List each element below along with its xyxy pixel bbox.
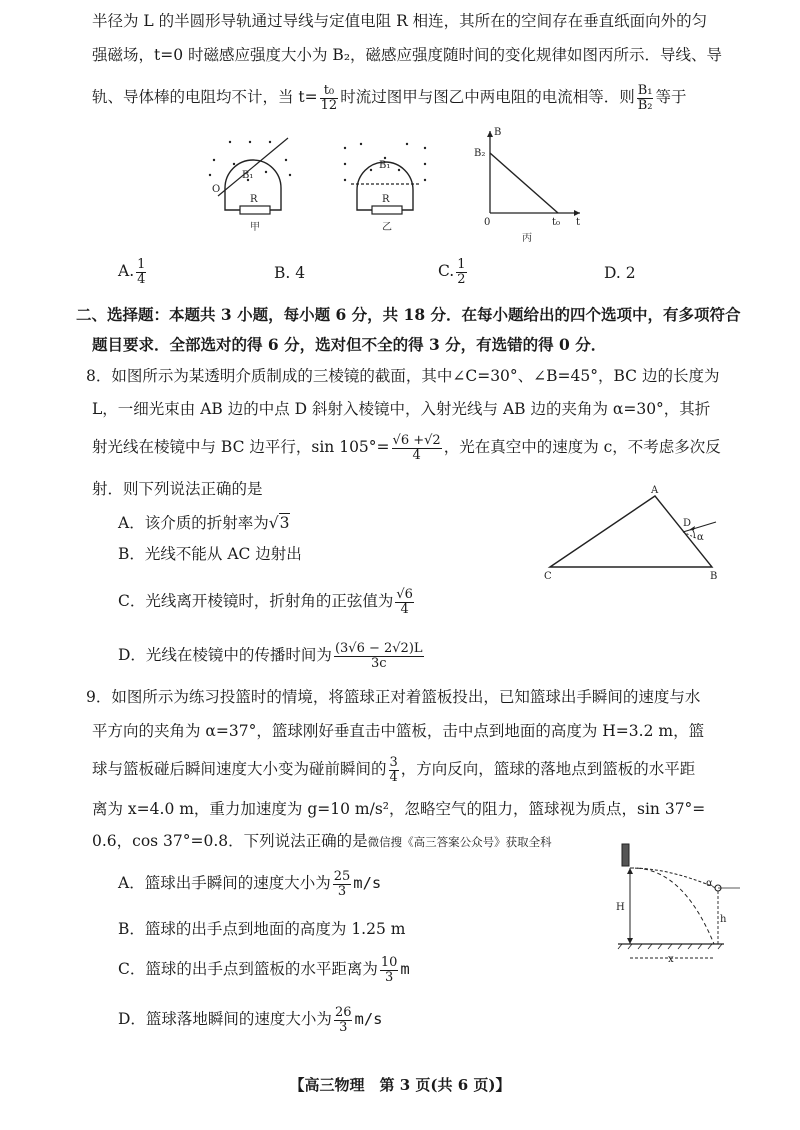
label-b-axis: B <box>494 127 502 138</box>
sin105-den: 4 <box>412 447 421 463</box>
q7c-num: 1 <box>457 257 466 272</box>
q9-option-d-text: D．篮球落地瞬间的速度大小为 <box>118 1010 332 1029</box>
q8-line-3b: ，光在真空中的速度为 c，不考虑多次反 <box>443 438 721 457</box>
t0-fraction <box>320 84 339 112</box>
q9-option-a-unit: m/s <box>353 874 382 893</box>
q9-line-3a: 球与篮板碰后瞬间速度大小变为碰前瞬间的 <box>92 760 387 779</box>
label-b1-jia: B₁ <box>242 170 254 181</box>
q8c-num: √6 <box>396 587 413 602</box>
t0-den: 12 <box>320 97 338 113</box>
q8d-den: 3c <box>370 655 387 671</box>
q9d-den: 3 <box>339 1019 348 1035</box>
q7-option-a[interactable] <box>118 258 148 286</box>
q9a-num: 25 <box>333 869 351 884</box>
page-footer: 【高三物理 第 3 页(共 6 页)】 <box>289 1076 511 1094</box>
q7-option-a-letter: A. <box>118 262 135 281</box>
q9-line-5 <box>92 830 552 853</box>
q7-option-d-letter: D. <box>604 264 621 282</box>
q9-line-4: 离为 x=4.0 m，重力加速度为 g=10 m/s²，忽略空气的阻力，篮球视为质点，sin 37°= <box>92 800 706 818</box>
q7-option-c[interactable] <box>438 258 469 286</box>
q9-option-d-fraction <box>334 1006 353 1034</box>
label-b: B <box>710 571 718 582</box>
resistor-jia <box>240 206 270 214</box>
q9-option-b[interactable]: B．篮球的出手点到地面的高度为 1.25 m <box>118 920 406 938</box>
label-c: C <box>544 571 552 582</box>
label-r-jia: R <box>250 194 258 205</box>
ground-hatching <box>618 944 722 949</box>
section2-line-1: 二、选择题：本题共 3 小题，每小题 6 分，共 18 分．在每小题给出的四个选项中，有多项符合 <box>76 305 741 324</box>
intro-line-3 <box>92 84 687 112</box>
q7-option-b[interactable] <box>274 262 305 284</box>
caption-bing: 丙 <box>522 233 532 244</box>
q8-line-2: L，一细光束由 AB 边的中点 D 斜射入棱镜中，入射光线与 AB 边的夹角为 α=30°，其折 <box>92 400 711 418</box>
q9-option-d[interactable] <box>118 1006 382 1034</box>
q9-option-c-text: C．篮球的出手点到篮板的水平距离为 <box>118 960 378 979</box>
q8d-num: (3√6 − 2√2)L <box>334 641 423 656</box>
q9-option-c-unit: m <box>400 960 410 979</box>
q9-option-c-fraction <box>380 956 399 984</box>
label-t-axis: t <box>576 217 581 228</box>
label-o-jia: O <box>212 184 221 195</box>
watermark-text: 微信搜《高三答案公众号》获取全科 <box>367 835 552 849</box>
backboard <box>622 844 629 866</box>
q9-option-a-text: A．篮球出手瞬间的速度大小为 <box>118 874 331 893</box>
q8-option-a[interactable]: A．该介质的折射率为√3 <box>118 514 290 532</box>
label-h-big: H <box>616 902 625 913</box>
conductor-rod-jia <box>218 138 288 196</box>
b1-num: B₁ <box>637 83 653 98</box>
label-h-small: h <box>720 914 727 925</box>
q8-option-d-fraction <box>334 642 424 670</box>
q7-option-b-letter: B. <box>274 264 291 282</box>
resistor-yi <box>372 206 402 214</box>
figure-jia <box>200 130 310 245</box>
prism-triangle <box>550 496 712 567</box>
q8-option-b[interactable]: B．光线不能从 AC 边射出 <box>118 545 302 563</box>
q8-option-a-root: 3 <box>279 514 290 532</box>
t0-num: t₀ <box>320 84 339 99</box>
figure-bing-graph <box>470 125 590 245</box>
q9-option-a-fraction <box>333 870 352 898</box>
q9-line-2: 平方向的夹角为 α=37°，篮球刚好垂直击中篮板，击中点到地面的高度为 H=3.2 m，篮 <box>92 722 705 740</box>
label-d: D <box>683 518 692 529</box>
section2-line-2: 题目要求．全部选对的得 6 分，选对但不全的得 3 分，有选错的得 0 分． <box>92 335 607 354</box>
intro-line-3a: 轨、导体棒的电阻均不计，当 t= <box>92 88 318 107</box>
q9-option-a[interactable] <box>118 870 381 898</box>
q7-option-b-value: 4 <box>295 264 306 282</box>
q8-line-3 <box>92 434 721 462</box>
figure-basketball <box>612 838 742 968</box>
q9-option-d-unit: m/s <box>354 1010 383 1029</box>
q7-option-a-fraction <box>136 258 146 286</box>
label-r-yi: R <box>382 194 390 205</box>
q7c-den: 2 <box>457 271 466 287</box>
q9-line-3 <box>92 756 695 784</box>
figure-yi <box>335 130 445 245</box>
sin105-fraction <box>392 434 442 462</box>
shot-path <box>630 868 716 888</box>
q9-ratio-fraction <box>389 756 399 784</box>
q8-line-3a: 射光线在棱镜中与 BC 边平行，sin 105°= <box>92 438 390 457</box>
q9-option-c[interactable] <box>118 956 410 984</box>
q9-ratio-den: 4 <box>389 769 398 785</box>
q8-option-c[interactable] <box>118 588 416 616</box>
label-origin: 0 <box>484 217 491 228</box>
q8-line-4: 射．则下列说法正确的是 <box>92 480 263 498</box>
b2-den: B₂ <box>637 97 653 113</box>
q9c-den: 3 <box>385 969 394 985</box>
label-a: A <box>651 485 659 496</box>
q8-option-d[interactable] <box>118 642 426 670</box>
label-b1-yi: B₁ <box>379 160 391 171</box>
b-ratio-fraction <box>637 84 654 112</box>
label-b2: B₂ <box>474 148 486 159</box>
q7-option-d-value: 2 <box>625 264 636 282</box>
q8-option-c-fraction <box>395 588 414 616</box>
q7-option-c-fraction <box>456 258 466 286</box>
q9a-den: 3 <box>337 883 347 899</box>
rebound-path <box>630 868 714 944</box>
intro-line-2: 强磁场，t=0 时磁感应强度大小为 B₂，磁感应强度随时间的变化规律如图丙所示．导线、导 <box>92 46 723 64</box>
q7a-den: 4 <box>137 271 146 287</box>
q8-option-d-text: D．光线在棱镜中的传播时间为 <box>118 646 332 665</box>
caption-jia: 甲 <box>250 222 260 233</box>
q7a-num: 1 <box>137 257 146 272</box>
b-line <box>490 153 558 213</box>
intro-line-3c: 等于 <box>655 88 687 107</box>
q9-line-5-text: 0.6，cos 37°=0.8．下列说法正确的是 <box>92 832 368 850</box>
q7-option-c-letter: C. <box>438 262 455 281</box>
sin105-num: √6 +√2 <box>392 433 441 448</box>
q9-line-1: 9．如图所示为练习投篮时的情境，将篮球正对着篮板投出，已知篮球出手瞬间的速度与水 <box>86 688 701 706</box>
label-alpha: α <box>697 532 704 543</box>
q9-ratio-num: 3 <box>389 755 398 770</box>
q9d-num: 26 <box>334 1005 352 1020</box>
q8-option-c-text: C．光线离开棱镜时，折射角的正弦值为 <box>118 592 394 611</box>
q9c-num: 10 <box>380 955 398 970</box>
q8c-den: 4 <box>400 601 409 617</box>
label-x: x <box>668 954 674 965</box>
intro-line-3b: 时流过图甲与图乙中两电阻的电流相等．则 <box>340 88 635 107</box>
q7-option-d[interactable] <box>604 262 636 284</box>
intro-line-1: 半径为 L 的半圆形导轨通过导线与定值电阻 R 相连，其所在的空间存在垂直纸面向外的匀 <box>92 12 708 30</box>
figure-prism <box>540 482 730 582</box>
label-t0: t₀ <box>552 217 561 228</box>
q8-option-a-text: A．该介质的折射率为 <box>118 514 269 532</box>
q8-line-1: 8．如图所示为某透明介质制成的三棱镜的截面，其中∠C=30°、∠B=45°，BC 边的长度为 <box>86 367 720 385</box>
q9-line-3b: ，方向反向，篮球的落地点到篮板的水平距 <box>400 760 696 779</box>
label-alpha-basketball: α <box>706 878 713 889</box>
caption-yi: 乙 <box>382 222 392 233</box>
